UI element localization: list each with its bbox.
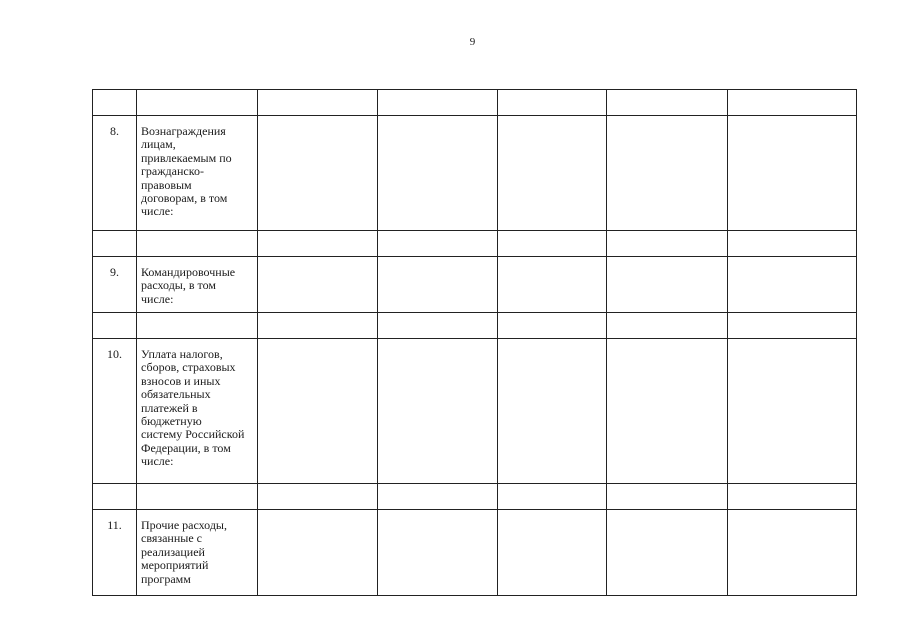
table-cell: [728, 484, 857, 510]
table-row: [93, 510, 857, 596]
table-cell: [607, 116, 728, 231]
table-cell: [378, 257, 498, 313]
table-cell: [728, 510, 857, 596]
table-cell: [728, 90, 857, 116]
table-cell: [378, 484, 498, 510]
table-cell: [498, 116, 607, 231]
table-cell: [137, 313, 258, 339]
table-cell: [728, 339, 857, 484]
row-label: Уплата налогов, сборов, страховых взносов и иных обязательных платежей в бюджетную систему Российской Федерации, в том числе:: [137, 339, 258, 484]
page-number: 9: [469, 36, 476, 48]
table-cell: [607, 257, 728, 313]
table-cell: [607, 484, 728, 510]
table-cell: [258, 339, 378, 484]
table-subrow: [93, 313, 857, 339]
table-cell: [607, 90, 728, 116]
table-cell: [258, 510, 378, 596]
row-number: 8.: [93, 116, 137, 231]
table-cell: [498, 484, 607, 510]
row-number: 9.: [93, 257, 137, 313]
table-cell: [137, 231, 258, 257]
table-cell: [378, 116, 498, 231]
table-cell: [728, 257, 857, 313]
table-cell: [498, 510, 607, 596]
table-cell: [607, 313, 728, 339]
table-cell: [378, 313, 498, 339]
expense-table: [92, 89, 857, 596]
row-label: Вознаграждения лицам, привлекаемым по гражданско- правовым договорам, в том числе:: [137, 116, 258, 231]
table-subrow: [93, 231, 857, 257]
table-cell: [137, 484, 258, 510]
table-cell: [607, 510, 728, 596]
table-cell: [607, 339, 728, 484]
row-label: Прочие расходы, связанные с реализацией мероприятий программ: [137, 510, 258, 596]
row-number: 11.: [93, 510, 137, 596]
table-cell: [258, 231, 378, 257]
table-cell: [93, 231, 137, 257]
table-cell: [607, 231, 728, 257]
table-cell: [498, 90, 607, 116]
table-cell: [258, 313, 378, 339]
table-row: [93, 339, 857, 484]
table-cell: [258, 90, 378, 116]
table-cell: [728, 231, 857, 257]
table-cell: [137, 90, 258, 116]
table-cell: [498, 231, 607, 257]
table-cell: [498, 339, 607, 484]
table-cell: [258, 257, 378, 313]
table-cell: [258, 116, 378, 231]
table-cell: [378, 510, 498, 596]
table-cell: [378, 339, 498, 484]
table-cell: [93, 90, 137, 116]
table-cell: [93, 313, 137, 339]
table-cell: [728, 116, 857, 231]
table-cell: [378, 231, 498, 257]
table-row: [93, 257, 857, 313]
table-cell: [728, 313, 857, 339]
table-row: [93, 116, 857, 231]
table-cell: [498, 257, 607, 313]
table-cell: [498, 313, 607, 339]
table-subrow: [93, 484, 857, 510]
table-cell: [258, 484, 378, 510]
table-header-row: [93, 90, 857, 116]
table-cell: [93, 484, 137, 510]
row-number: 10.: [93, 339, 137, 484]
row-label: Командировочные расходы, в том числе:: [137, 257, 258, 313]
table-cell: [378, 90, 498, 116]
